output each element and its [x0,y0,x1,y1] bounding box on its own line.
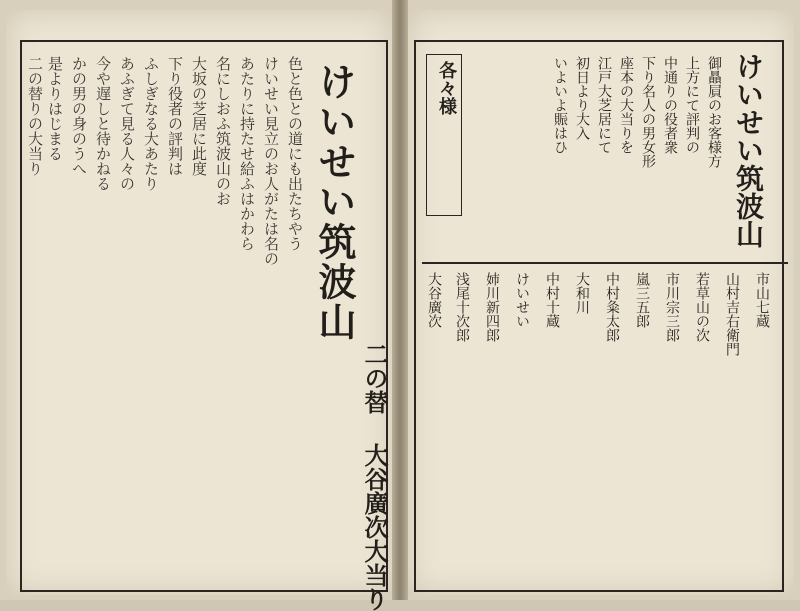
right-page-frame [414,40,784,592]
label-text: 各々様 [436,61,457,115]
cast-column: 浅尾十次郎 [454,272,470,342]
label-box [426,54,462,216]
cast-column: 山村吉右衛門 [724,272,740,356]
section-divider [422,262,788,264]
left-body-column: けいせい見立のお人がたは名の [262,56,280,266]
left-page [6,10,392,611]
cast-column: 市川宗三郎 [664,272,680,342]
right-header-column: 江戸大芝居にて [596,56,612,154]
right-header-column: 上方にて評判の [684,56,700,154]
cast-column: 大谷廣次 [426,272,442,328]
cast-column: 姉川新四郎 [484,272,500,342]
right-header-column: 下り名人の男女形 [640,56,656,168]
right-header-column: 御贔屓のお客様方 [706,56,722,168]
right-page-title: けいせい筑波山 [732,52,765,248]
left-body-column: あふぎて見る人々の [118,56,136,191]
right-header-column: 座本の大当りを [618,56,634,154]
left-body-column: 是よりはじまる [46,56,64,161]
cast-column: 市山七蔵 [754,272,770,328]
right-header-column: 中通りの役者衆 [662,56,678,154]
left-body-column: 下り役者の評判は [166,56,184,176]
cast-column: 嵐三五郎 [634,272,650,328]
cast-column: けいせい [514,272,530,328]
cast-column: 大和川 [574,272,590,314]
left-body-column: 大坂の芝居に此度 [190,56,208,176]
cast-column: 若草山の次 [694,272,710,342]
right-page [408,10,794,595]
cast-column: 中村粂太郎 [604,272,620,342]
left-body-column: かの男の身のうへ [70,56,88,176]
cast-column: 中村十蔵 [544,272,560,328]
left-body-column: あたりに持たせ給ふはかわら [238,56,256,251]
left-body-column: 今や遅しと待かねる [94,56,112,191]
left-body-column: 二の替りの大当り [26,56,44,176]
left-body-column: ふしぎなる大あたり [142,56,160,191]
book-gutter [392,0,408,600]
left-body-column: 色と色との道にも出たちやう [286,56,304,251]
left-page-title: けいせい筑波山 [312,62,357,342]
right-header-column: 初日より大入 [574,56,590,140]
left-body-column: 名にしおふ筑波山のお [214,56,232,206]
left-page-subtitle: 二の替 大谷廣次大当り [360,342,389,611]
right-header-column: いよいよ賑はひ [552,56,568,154]
left-page-frame [20,40,389,611]
